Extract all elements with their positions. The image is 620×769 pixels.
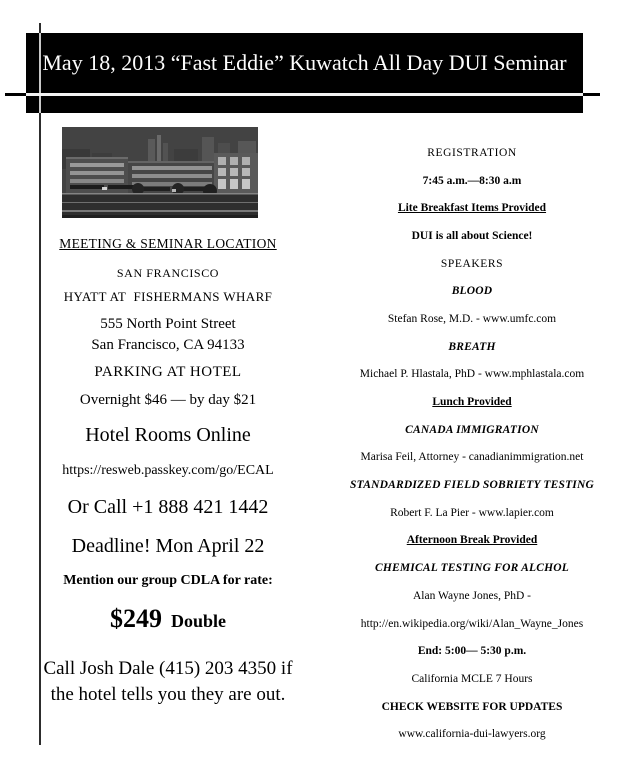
phone-line: Or Call +1 888 421 1442 [67,496,269,518]
schedule-line: CANADA IMMIGRATION [405,423,539,436]
schedule-line: Lite Breakfast Items Provided [397,202,547,215]
border-stub-left [5,93,26,96]
title-banner [26,33,583,113]
hotel-photo [62,127,258,218]
group-rate-note: Mention our group CDLA for rate: [63,573,273,588]
schedule-line: SPEAKERS [440,257,504,270]
city-state-zip: San Francisco, CA 94133 [91,337,245,353]
schedule-line: Lunch Provided [432,396,512,409]
hotel-photo-illustration [62,127,258,218]
parking-heading: PARKING AT HOTEL [94,364,242,380]
left-border-line [39,23,41,745]
venue-name: HYATT AT FISHERMANS WHARF [63,289,273,304]
overflow-contact-line1: Call Josh Dale (415) 203 4350 if [43,658,293,679]
border-stub-right [583,93,600,96]
schedule-line: End: 5:00— 5:30 p.m. [417,645,527,658]
banner-horizontal-line [26,93,583,96]
room-rate [36,603,300,634]
schedule-column [322,139,620,748]
schedule-line: BLOOD [451,285,493,298]
parking-rates: Overnight $46 — by day $21 [79,392,257,408]
schedule-line: BREATH [448,340,496,353]
deadline-line: Deadline! Mon April 22 [71,535,265,557]
room-rate-type: Double [170,611,226,631]
schedule-line[interactable]: www.california-dui-lawyers.org [398,728,546,741]
overflow-contact-line2: the hotel tells you they are out. [50,684,286,705]
city-name: SAN FRANCISCO [116,266,220,280]
seminar-title: May 18, 2013 “Fast Eddie” Kuwatch All Day DUI Seminar [42,50,567,75]
schedule-line: DUI is all about Science! [411,229,533,242]
schedule-line: Stefan Rose, M.D. - www.umfc.com [387,312,557,325]
schedule-line: CHEMICAL TESTING FOR ALCHOL [374,562,569,575]
schedule-line: Marisa Feil, Attorney - canadianimmigration.net [360,451,584,464]
schedule-line: California MCLE 7 Hours [411,672,533,685]
schedule-line: Alan Wayne Jones, PhD - [413,589,531,602]
room-rate-price: $249 [109,604,162,633]
schedule-line: REGISTRATION [427,146,517,159]
schedule-line: CHECK WEBSITE FOR UPDATES [381,700,563,713]
booking-url[interactable]: https://resweb.passkey.com/go/ECAL [62,463,274,478]
schedule-line: 7:45 a.m.—8:30 a.m [422,174,522,187]
street-address: 555 North Point Street [100,316,236,332]
location-heading: MEETING & SEMINAR LOCATION [59,236,277,251]
schedule-line: Afternoon Break Provided [406,534,538,547]
hotel-rooms-heading: Hotel Rooms Online [85,424,251,446]
schedule-line: STANDARDIZED FIELD SOBRIETY TESTING [350,479,594,492]
schedule-line[interactable]: http://en.wikipedia.org/wiki/Alan_Wayne_Jones [360,617,584,630]
schedule-line: Michael P. Hlastala, PhD - www.mphlastala.com [359,368,585,381]
schedule-line: Robert F. La Pier - www.lapier.com [390,506,554,519]
